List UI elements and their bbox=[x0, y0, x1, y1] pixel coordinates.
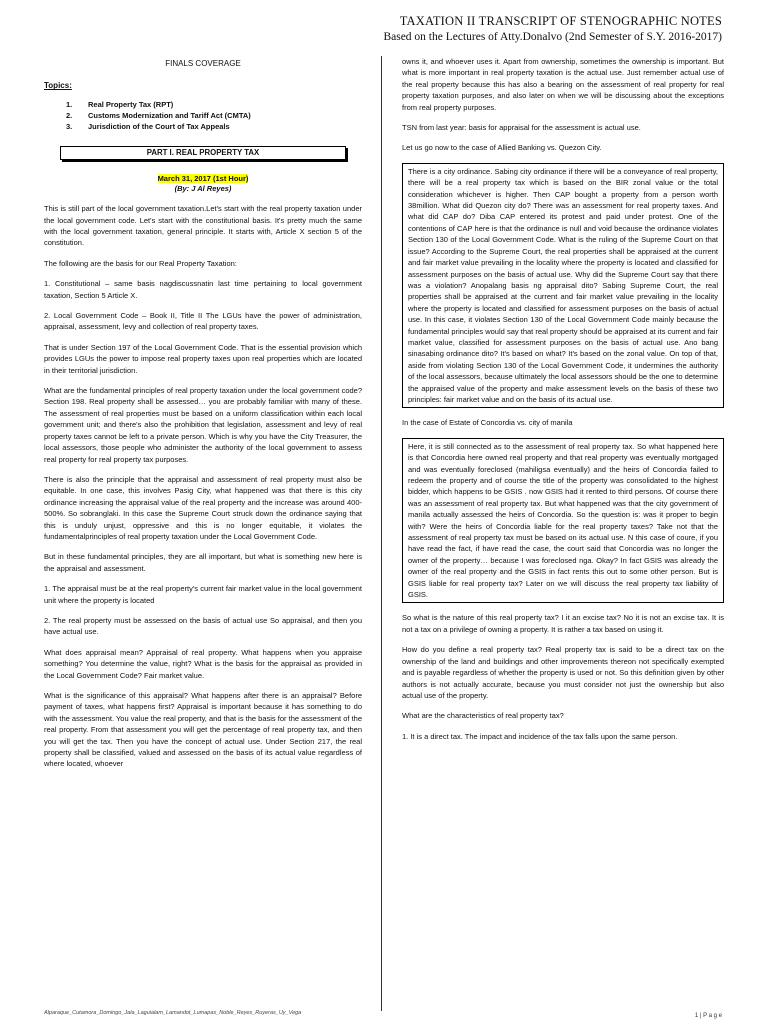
paragraph: What is the significance of this appraisal? What happens after there is an appraisal? Before payment of taxes, what happens first? Appraisal is important because it has something to do with the assessment. You value the real property, and that is the basis for the assessment of the real property. From that assessment you will get the percentage of real property tax, and then you will get the tax. Then you have the concept of actual use. Under Section 217, the real property shall be classified, valued and assessed on the basis of its actual value regardless of where located, whoever bbox=[44, 691, 362, 769]
topic-item: 2. Customs Modernization and Tariff Act (CMTA) bbox=[66, 111, 251, 120]
case-box-allied bbox=[402, 163, 724, 409]
paragraph: 2. Local Government Code – Book II, Title II The LGUs have the power of administration, appraisal, assessment, levy and collection of real property taxes. bbox=[44, 311, 362, 332]
page-number: 1 | P a g e bbox=[694, 1013, 722, 1019]
finals-coverage: FINALS COVERAGE bbox=[165, 59, 241, 68]
date-highlight: March 31, 2017 (1st Hour) bbox=[157, 174, 249, 184]
case-text: Here, it is still connected as to the assessment of real property tax. So what happened here is that Concordia here owned real property and that real property was eventually mortgaged and was eventually foreclosed (mahiligsa eventually) and the heirs of Concordia failed to redeem the property and of course the title of the property was consolidated to the highest bidder, which happens to be GSIS . now GSIS had it rented to third persons. Of course there was an assessment of real property tax. But what happened was that the city government of manila actually assessed the heirs of Concordia. So the question is: was it proper to begin with? Were the heirs of Concordia liable for the real property taxes? Take not that the assessment of real property tax must be based on its actual use. N this case of coure, if you have read the fact, if have read the case, the court said that Concordia was no longer the owner of the property… because I was foreclosed nga. Okay? In fact GSIS was already the owner of the real property and the GSIS in fact rents this out to some other person. But is GSIS liable for real property tax? Later on we will discuss the real property tax liability of GSIS. bbox=[408, 441, 718, 600]
topic-item: 3. Jurisdiction of the Court of Tax Appeals bbox=[66, 121, 230, 131]
paragraph: This is still part of the local government taxation.Let's start with the real property taxation under the local government code. Let's start with the constitutional basis. It's pretty much the same with the local government taxation, general principle. It starts with, Article X section 5 of the constitution. bbox=[44, 204, 362, 248]
paragraph: What are the characteristics of real property tax? bbox=[402, 711, 564, 721]
paragraph: What are the fundamental principles of real property taxation under the local government code? Section 198. Real property shall be assessed… you are probably familiar with many of these. The assessment of real properties must be based on a uniform classification within each local government unit; and there's also the prohibition that legislation, assessment and levy of real property taxes cannot be left to a private person. Which is why you have the City Treasurer, the local assessors, those people who administer the authority of the local government to assess real property for real property tax purposes. bbox=[44, 386, 362, 464]
right-column bbox=[402, 56, 724, 742]
topic-list bbox=[44, 100, 362, 132]
case-box-concordia bbox=[402, 438, 724, 604]
header-title: TAXATION II TRANSCRIPT OF STENOGRAPHIC NOTES bbox=[399, 14, 722, 28]
paragraph: owns it, and whoever uses it. Apart from ownership, sometimes the ownership is important. But what is more important in real property taxation is the actual use. Just remember actual use of the real property because this has also a bearing on the assessment of real property for real property taxation purposes, and also later on when we will be discussing about the exceptions from real property purposes. bbox=[402, 57, 724, 112]
paragraph: So what is the nature of this real property tax? I it an excise tax? No it is not an excise tax. It is not a tax on a privilege of owning a property. It is rather a tax based on using it. bbox=[402, 613, 724, 634]
case-text: There is a city ordinance. Sabing city ordinance if there will be a conveyance of real property, there will be a real property tax which is based on the BIR zonal value or the total consideration whichever is higher. Then CAP bought a property from a person worth 38million. What did Quezon city do? There was an assessment for real property taxes. And what did CAP do? Diba CAP entered its protest and paid under protest. One of the contentions of CAP here is that the ordinance is null and void because the ordinance violates Section 130 of the Local Government Code. What is the ruling of the Supreme Court on that issue? According to the Supreme Court, the real properties shall be appraised at the current and fair market value prevailing in the locality where the property is located and classified for assessment purposes on the basis of actual use. Why did the Supreme Court say that there was a violation? Anopalang basis ng appraisal dito? Sabing Supreme Court, the real properties shall be appraised at the current and fair market value prevailing in the locality where the property is located and classified for assessment purposes on the basis of actual use. In this case, it violates Section 130 of the Local Government Code mainly because the fundamental principles would say that real property should be appraised at its current and fair market value, classified for assessment purposes on the basis of actual use. Ano bang sinasabing ordinance dito? It's based on what? It's based on the zonal value. On top of that, aside from violating Section 130 of the Local Government Code, it undermines the authority of the local assessors, because ultimately the local assessors should be the one to determine the appraised value of the property and make assessment levels on the basis of these two principles: fair market value and on the basis of its actual use. bbox=[408, 166, 718, 404]
column-divider bbox=[381, 56, 382, 1011]
by-line: (By: J Al Reyes) bbox=[174, 184, 232, 194]
paragraph: What does appraisal mean? Appraisal of real property. What happens when you appraise something? You determine the value, right? What is the basis for the appraisal as provided in the Local Government Code? Fair market value. bbox=[44, 647, 362, 680]
topics-label: Topics: bbox=[44, 81, 72, 91]
paragraph: In the case of Estate of Concordia vs. city of manila bbox=[402, 418, 573, 428]
part-title-box: PART I. REAL PROPERTY TAX bbox=[60, 146, 346, 160]
paragraph: How do you define a real property tax? Real property tax is said to be a direct tax on the ownership of the land and buildings and other improvements thereon not specifically exempted and is payable regardless of whether the property is used or not. So this definition given by other authors is not actually accurate, because you must consider not just the ownership but also actual use of the property. bbox=[402, 645, 724, 700]
paragraph: There is also the principle that the appraisal and assessment of real property must also be equitable. In one case, this involves Pasig City, what happened was that there is this city ordinance increasing the appraisal value of the real property and the increase was around 400-500%. So sobranglaki. In this case the Supreme Court struck down the ordinance saying that this is unduly unjust, oppressive and this is no longer equitable, it violates the fundamentalprinciples of real property taxation under the Local Government Code. bbox=[44, 474, 362, 541]
topic-item: 1. Real Property Tax (RPT) bbox=[66, 100, 174, 110]
paragraph: 1. The appraisal must be at the real property's current fair market value in the local government unit where the property is located bbox=[44, 584, 362, 605]
paragraph: 2. The real property must be assessed on the basis of actual use So appraisal, and then you have actual use. bbox=[44, 615, 362, 637]
paragraph: 1. Constitutional – same basis nagdiscussnatin last time pertaining to local government taxation, Section 5 Article X. bbox=[44, 279, 362, 300]
footer-names: Alparaque_Cutamora_Domingo_Jala_Laguialam_Lamandot_Lumapas_Noble_Reyes_Ruyeras_Uy_Vega bbox=[44, 1010, 302, 1016]
paragraph: Let us go now to the case of Allied Banking vs. Quezon City. bbox=[402, 143, 602, 153]
left-column bbox=[44, 56, 362, 770]
header-subtitle: Based on the Lectures of Atty.Donalvo (2nd Semester of S.Y. 2016-2017) bbox=[383, 31, 722, 43]
paragraph: 1. It is a direct tax. The impact and incidence of the tax falls upon the same person. bbox=[402, 731, 678, 741]
paragraph: But in these fundamental principles, they are all important, but what is something new here is the appraisal and assessment. bbox=[44, 552, 362, 573]
paragraph: The following are the basis for our Real Property Taxation: bbox=[44, 258, 237, 268]
paragraph: That is under Section 197 of the Local Government Code. That is the essential provision which provides LGUs the power to impose real property taxes upon real properties which are located in their territorial jurisdiction. bbox=[44, 342, 362, 375]
date-line bbox=[44, 174, 362, 184]
paragraph: TSN from last year: basis for appraisal for the assessment is actual use. bbox=[402, 123, 641, 133]
